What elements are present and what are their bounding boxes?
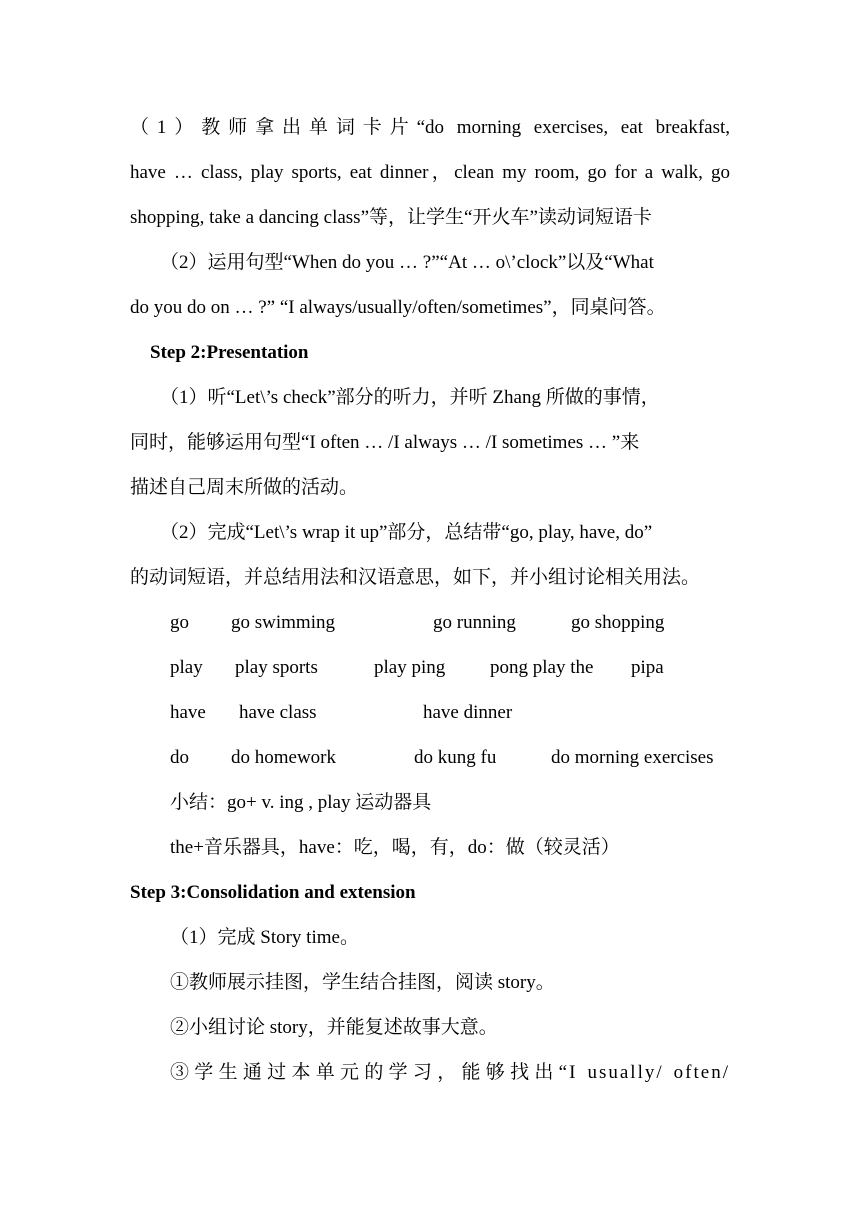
vocab-cell: play sports bbox=[235, 657, 318, 678]
vocab-cell: play bbox=[170, 657, 203, 678]
paragraph-line: （1）完成 Story time。 bbox=[170, 927, 359, 948]
step-heading: Step 3:Consolidation and extension bbox=[130, 882, 416, 903]
paragraph-line: 同时，能够运用句型“I often … /I always … /I sometimes … ”来 bbox=[130, 432, 640, 453]
paragraph-line: 描述自己周末所做的活动。 bbox=[130, 477, 359, 498]
vocab-cell: have dinner bbox=[423, 702, 513, 723]
vocab-cell: pong play the bbox=[490, 657, 594, 678]
summary-line: the+音乐器具，have：吃，喝，有，do：做（较灵活） bbox=[170, 837, 620, 858]
paragraph-line: have … class, play sports, eat dinner，clean my room, go for a walk, go bbox=[130, 162, 730, 183]
vocab-cell: do morning exercises bbox=[551, 747, 714, 768]
paragraph-line: 的动词短语，并总结用法和汉语意思，如下，并小组讨论相关用法。 bbox=[130, 567, 701, 588]
paragraph-line: （2）运用句型“When do you … ?”“At … o\’clock”以及“What bbox=[160, 252, 654, 273]
vocab-cell: go running bbox=[433, 612, 516, 633]
vocab-cell: have class bbox=[239, 702, 317, 723]
vocab-cell: go shopping bbox=[571, 612, 665, 633]
paragraph-line: （1）教师拿出单词卡片“do morning exercises, eat breakfast, bbox=[130, 117, 730, 138]
vocab-cell: have bbox=[170, 702, 206, 723]
vocab-cell: play ping bbox=[374, 657, 446, 678]
vocab-cell: go swimming bbox=[231, 612, 335, 633]
step-heading: Step 2:Presentation bbox=[150, 342, 309, 363]
vocab-cell: go bbox=[170, 612, 189, 633]
paragraph-line: do you do on … ?” “I always/usually/often/sometimes”，同桌问答。 bbox=[130, 297, 666, 318]
paragraph-line: shopping, take a dancing class”等，让学生“开火车”读动词短语卡 bbox=[130, 207, 652, 228]
paragraph-line: （2）完成“Let\’s wrap it up”部分，总结带“go, play, have, do” bbox=[160, 522, 653, 543]
vocab-cell: do bbox=[170, 747, 189, 768]
summary-line: 小结：go+ v. ing , play 运动器具 bbox=[170, 792, 432, 813]
paragraph-line: ②小组讨论 story，并能复述故事大意。 bbox=[170, 1017, 498, 1038]
paragraph-line: ①教师展示挂图，学生结合挂图，阅读 story。 bbox=[170, 972, 555, 993]
vocab-cell: pipa bbox=[631, 657, 664, 678]
vocab-cell: do homework bbox=[231, 747, 337, 768]
vocab-cell: do kung fu bbox=[414, 747, 497, 768]
paragraph-line: （1）听“Let\’s check”部分的听力，并听 Zhang 所做的事情， bbox=[160, 387, 660, 408]
paragraph-line: ③学生通过本单元的学习，能够找出“I usually/ often/ bbox=[170, 1062, 730, 1083]
